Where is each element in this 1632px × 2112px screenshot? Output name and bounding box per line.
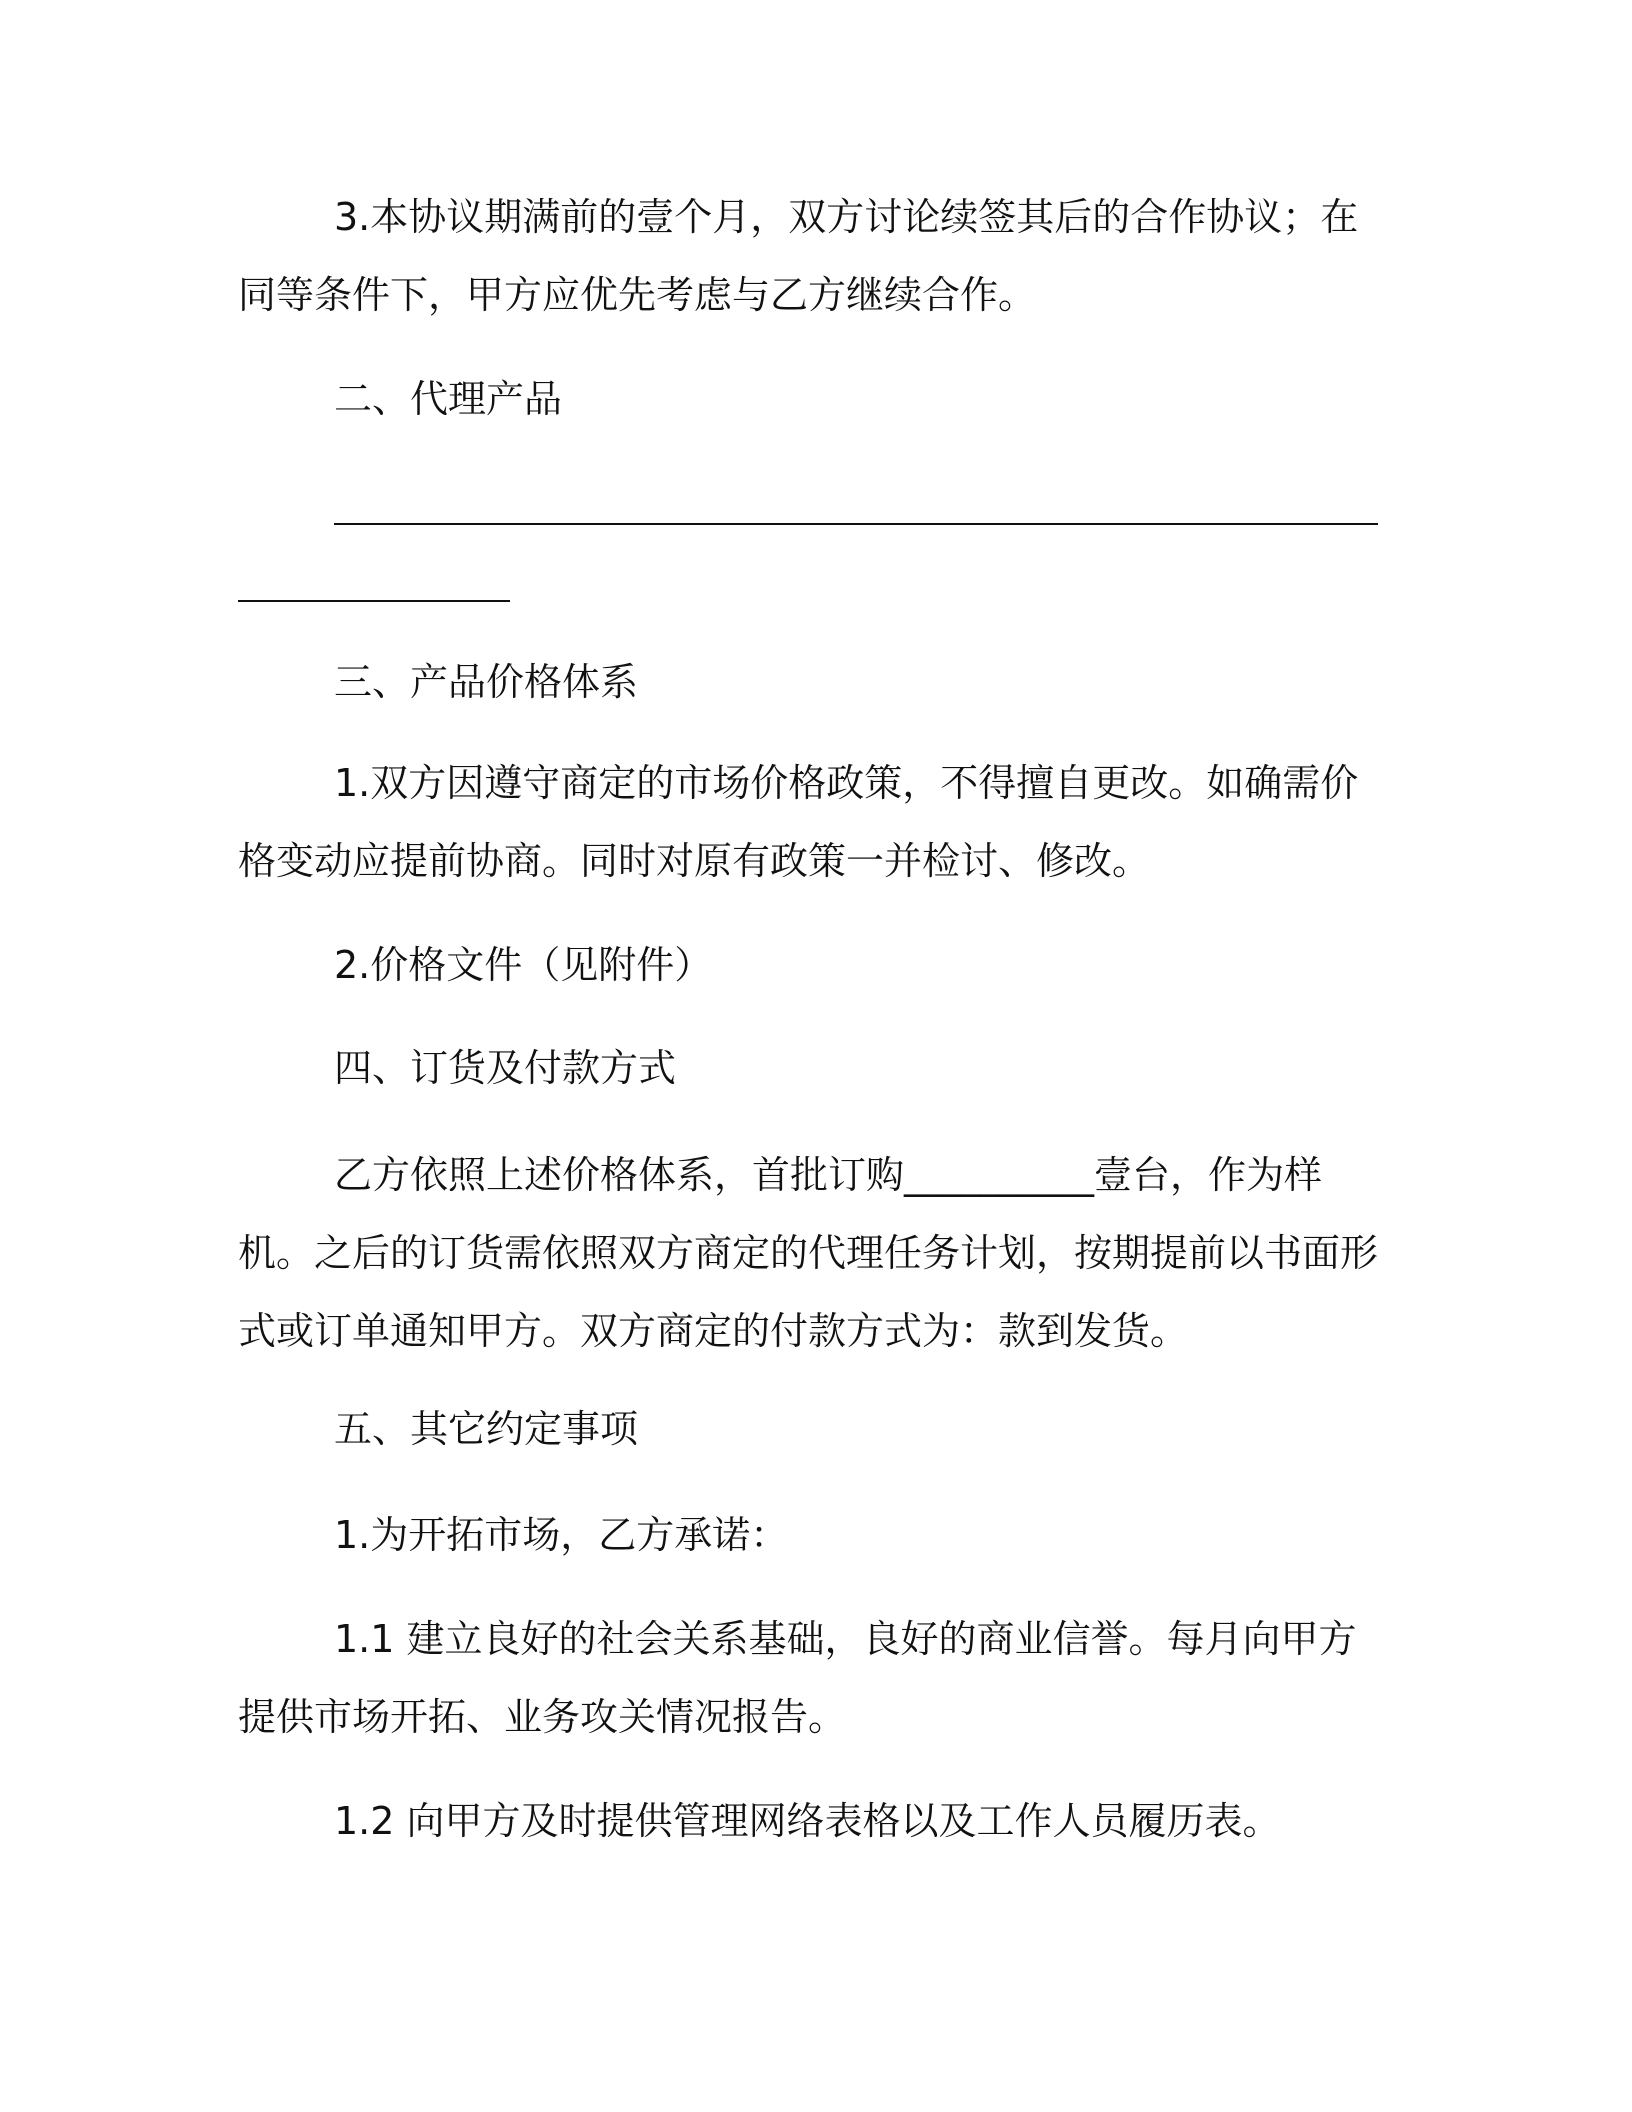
blank-fill-line-2 (238, 600, 510, 602)
section-heading-price-system: 三、产品价格体系 (334, 660, 639, 704)
clause-price-document: 2.价格文件（见附件） (334, 943, 713, 987)
clause-market-commitment: 1.为开拓市场，乙方承诺： (334, 1513, 789, 1557)
clause-1-1-reputation: 1.1 建立良好的社会关系基础，良好的商业信誉。每月向甲方提供市场开拓、业务攻关情况报告。 (238, 1617, 1357, 1739)
clause-3-renewal: 3.本协议期满前的壹个月，双方讨论续签其后的合作协议；在同等条件下，甲方应优先考虑与乙方继续合作。 (238, 195, 1359, 317)
clause-order-payment: 乙方依照上述价格体系，首批订购__________壹台，作为样机。之后的订货需依照双方商定的代理任务计划，按期提前以书面形式或订单通知甲方。双方商定的付款方式为：款到发货。 (238, 1153, 1379, 1353)
section-heading-order-payment: 四、订货及付款方式 (334, 1046, 677, 1090)
section-heading-other-matters: 五、其它约定事项 (334, 1407, 639, 1451)
clause-1-2-network-forms: 1.2 向甲方及时提供管理网络表格以及工作人员履历表。 (334, 1799, 1281, 1843)
blank-fill-line-1 (334, 523, 1378, 525)
section-heading-products: 二、代理产品 (334, 377, 563, 421)
clause-price-policy: 1.双方因遵守商定的市场价格政策，不得擅自更改。如确需价格变动应提前协商。同时对原有政策一并检讨、修改。 (238, 761, 1359, 883)
